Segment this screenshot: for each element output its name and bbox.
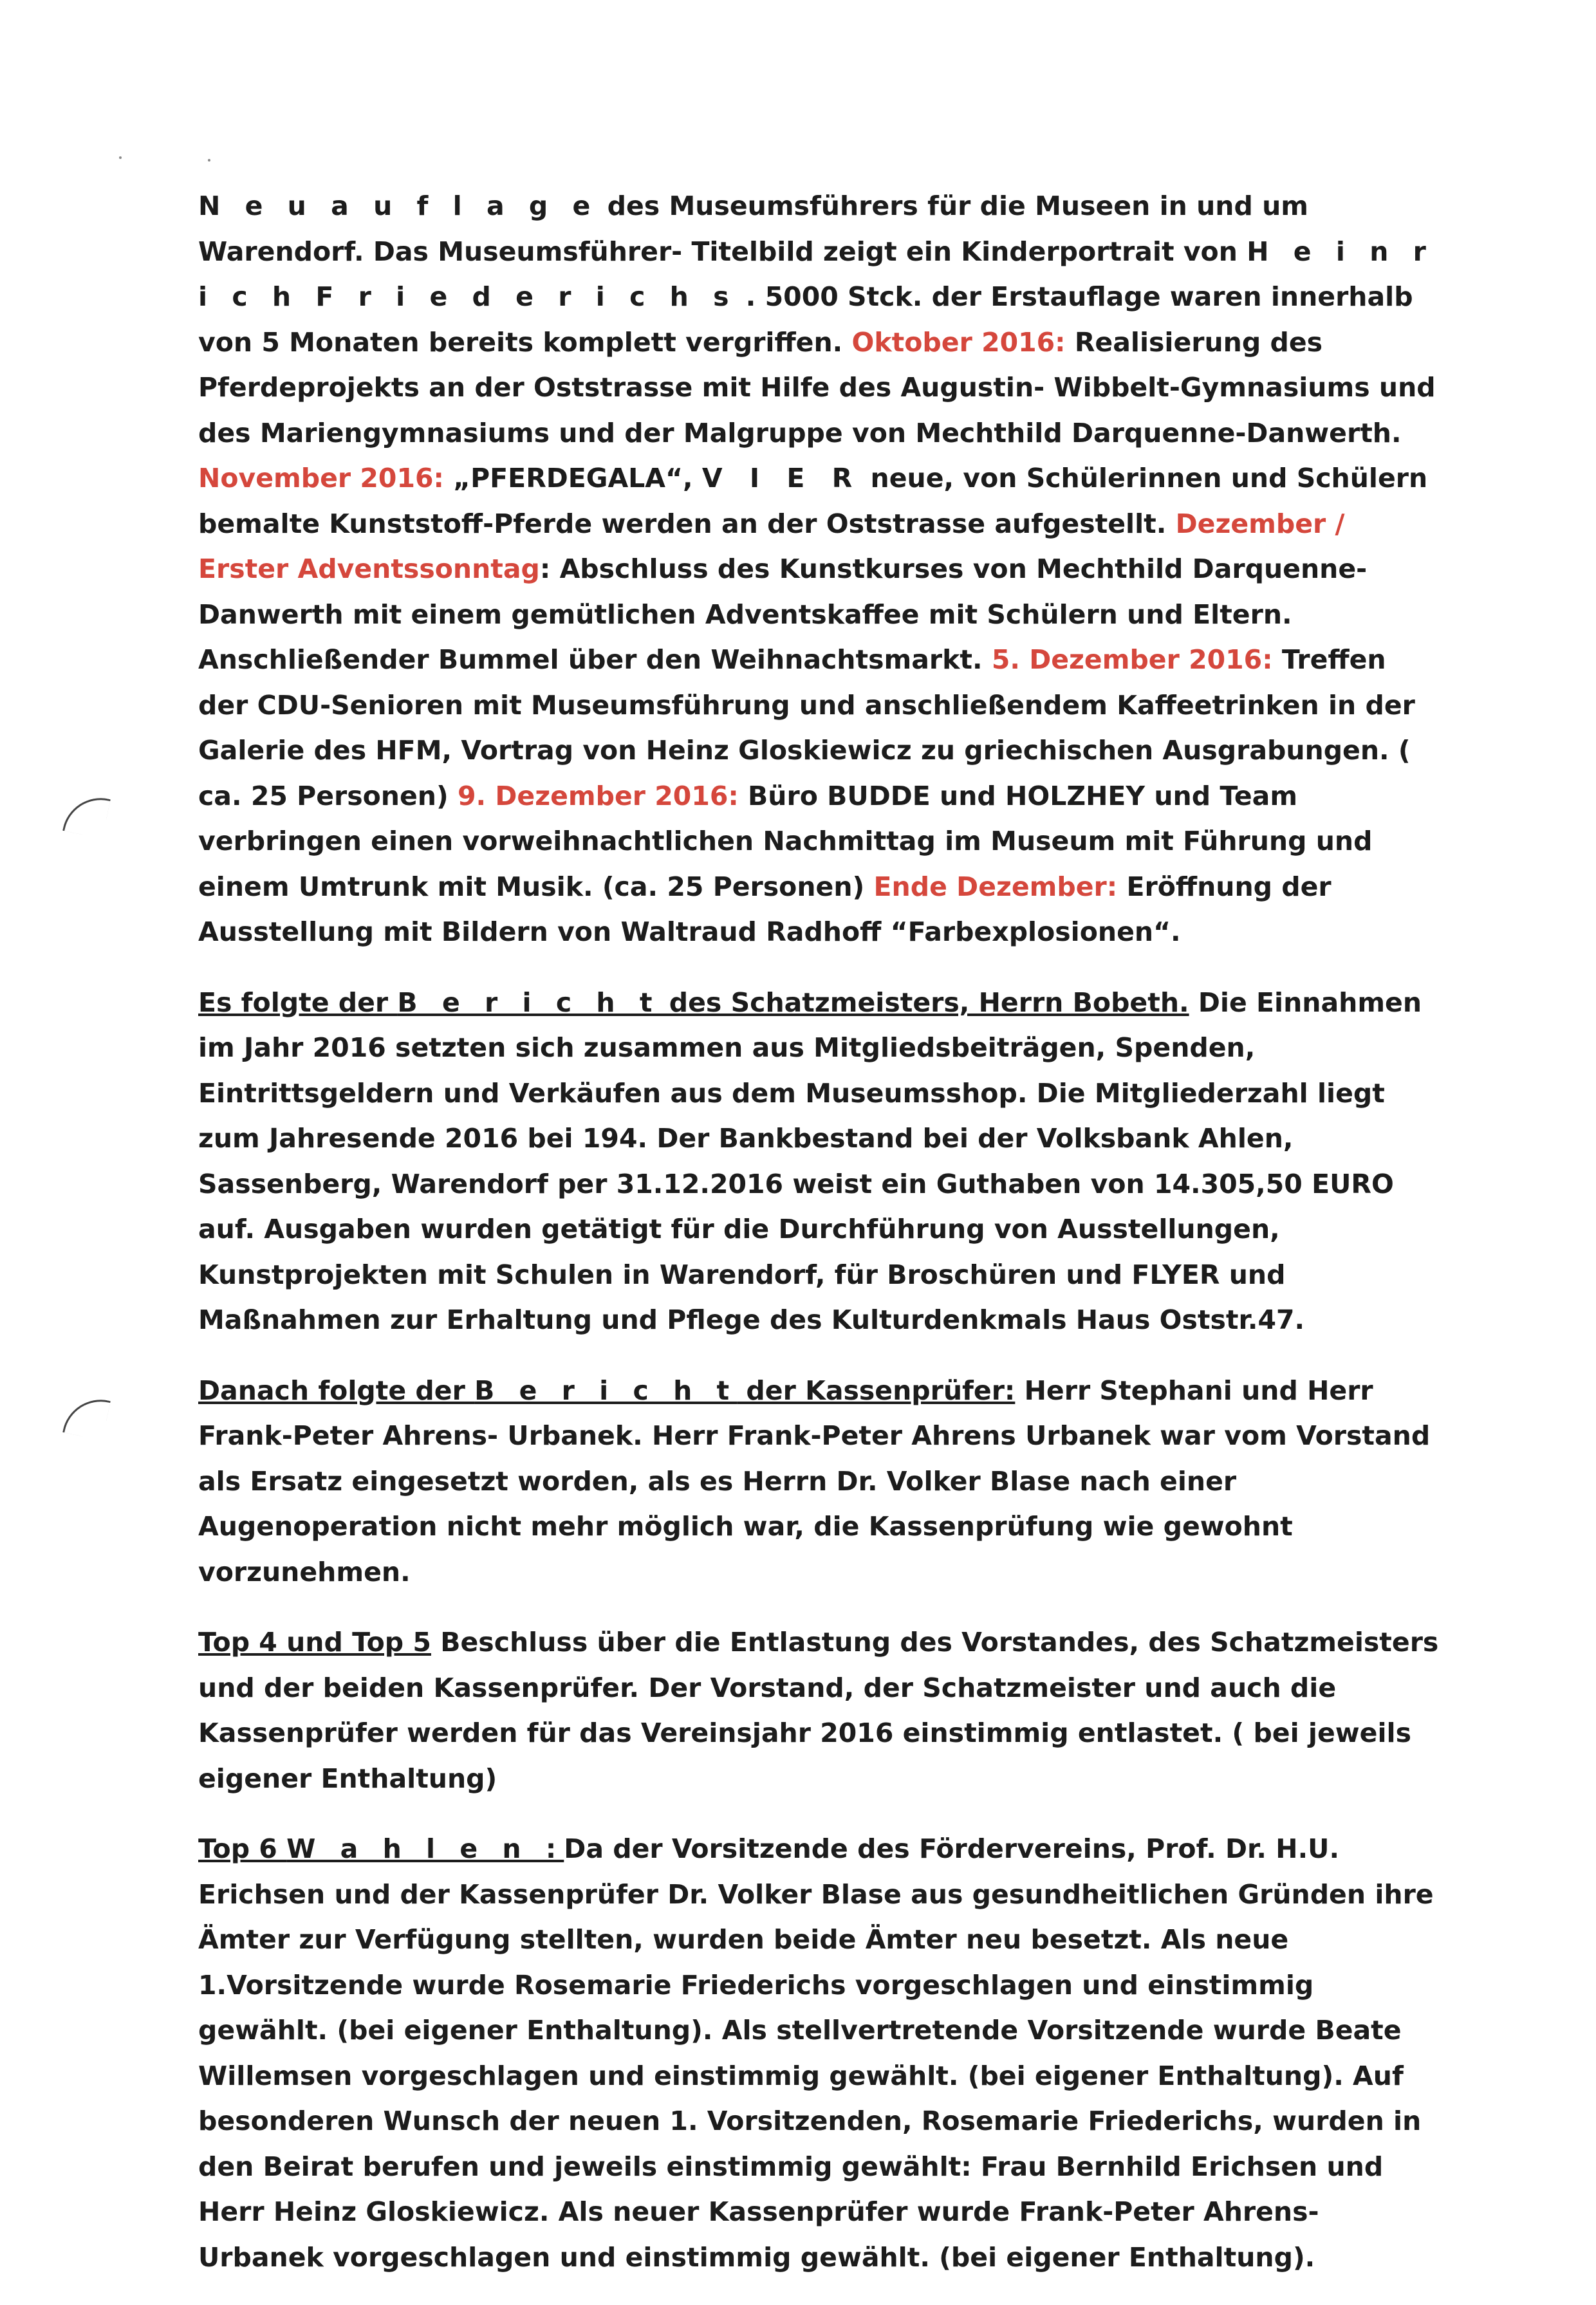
date-highlight: 9. Dezember 2016: [458,780,739,811]
text-span: Realisierung des Pferdeprojekts an der Oststrasse mit Hilfe des Augustin- Wibbelt-Gymnasiums und des Mariengymnasiums und der Malgruppe von Mechthild Darquenne-Danwerth. [198,326,1436,449]
paragraph-treasurer-report [198,980,1440,1343]
date-highlight: 5. Dezember 2016: [991,644,1273,675]
text-span: Top 6 [198,1833,287,1864]
date-highlight: Dezember / Erster Adventssonntag [198,508,1345,584]
date-highlight: November 2016: [198,463,444,494]
punch-hole-mark [62,1393,111,1441]
paragraph-top4-top5 [198,1620,1440,1801]
text-span: : Abschluss des Kunstkurses von Mechthild Darquenne-Danwerth mit einem gemütlichen Adventskaffee mit Schülern und Eltern. Anschließender Bummel über den Weihnachtsmarkt. [198,553,1368,675]
section-heading [198,1375,1015,1406]
text-span: des Museumsführers für die Museen in und um Warendorf. Das Museumsführer- Titelbild zeigt ein Kinderportrait von [198,190,1309,267]
text-span: Beschluss über die Entlastung des Vorstandes, des Schatzmeisters und der beiden Kassenprüfer. Der Vorstand, der Schatzmeister und auch die Kassenprüfer werden für das Vereinsjahr 2016 einstimmig entlastet. ( bei jeweils eigener Enthaltung) [198,1627,1439,1794]
text-span: des Schatzmeisters, Herrn Bobeth. [660,986,1189,1018]
section-heading [198,987,1189,1018]
text-span: Die Einnahmen im Jahr 2016 setzten sich zusammen aus Mitgliedsbeiträgen, Spenden, Eintrittsgeldern und Verkäufen aus dem Museumsshop. Die Mitgliederzahl liegt zum Jahresende 2016 bei 194. Der Bankbestand bei der Volksbank Ahlen, Sassenberg, Warendorf per 31.12.2016 weist ein Guthaben von 14.305,50 EURO auf. Ausgaben wurden getätigt für die Durchführung von Ausstellungen, Kunstprojekten mit Schulen in Warendorf, für Broschüren und FLYER und Maßnahmen zur Erhaltung und Pflege des Kulturdenkmals Haus Oststr.47. [198,986,1422,1335]
date-highlight: Oktober 2016: [851,326,1066,358]
text-span: Es folgte der [198,986,398,1018]
text-span: neue, von Schülerinnen und Schülern bemalte Kunststoff-Pferde werden an der Oststrasse aufgestellt. [198,463,1428,539]
text-span: Treffen der CDU-Senioren mit Museumsführung und anschließendem Kaffeetrinken in der Galerie des HFM, Vortrag von Heinz Gloskiewicz zu griechischen Ausgrabungen. ( ca. 25 Personen) [198,644,1415,811]
section-heading [198,1833,564,1864]
paragraph-activities [198,183,1440,955]
text-span: Herr Stephani und Herr Frank-Peter Ahrens- Urbanek. Herr Frank-Peter Ahrens Urbanek war vom Vorstand als Ersatz eingesetzt worden, als es Herrn Dr. Volker Blase nach einer Augenoperation nicht mehr möglich war, die Kassenprüfung wie gewohnt vorzunehmen. [198,1375,1431,1588]
text-span: der Kassenprüfer: [737,1375,1016,1406]
document-body [198,183,1440,2305]
date-highlight: Ende Dezember: [873,871,1118,902]
text-span: Eröffnung der Ausstellung mit Bildern von Waltraud Radhoff “Farbexplosionen“. [198,871,1332,947]
text-span: . 5000 Stck. der Erstauflage waren innerhalb von 5 Monaten bereits komplett vergriffen. [198,281,1413,358]
paragraph-auditor-report [198,1368,1440,1595]
text-span: H e i n r i c h F r i e d e r i c h s [198,236,1434,312]
text-span: N e u a u f l a g e [198,190,598,221]
text-span: Danach folgte der [198,1375,475,1406]
section-heading: Top 4 und Top 5 [198,1627,431,1658]
text-span: Da der Vorsitzende des Fördervereins, Prof. Dr. H.U. Erichsen und der Kassenprüfer Dr. Volker Blase aus gesundheitlichen Gründen ihre Ämter zur Verfügung stellten, wurden beide Ämter neu besetzt. Als neue 1.Vorsitzende wurde Rosemarie Friederichs vorgeschlagen und einstimmig gewählt. (bei eigener Enthaltung). Als stellvertretende Vorsitzende wurde Beate Willemsen vorgeschlagen und einstimmig gewählt. (bei eigener Enthaltung). Auf besonderen Wunsch der neuen 1. Vorsitzenden, Rosemarie Friederichs, wurden in den Beirat berufen und jeweils einstimmig gewählt: Frau Bernhild Erichsen und Herr Heinz Gloskiewicz. Als neuer Kassenprüfer wurde Frank-Peter Ahrens-Urbanek vorgeschlagen und einstimmig gewählt. (bei eigener Enthaltung). [198,1833,1434,2273]
text-span: B e r i c h t [397,986,660,1018]
text-span: B e r i c h t [474,1375,738,1406]
text-span: „PFERDEGALA“, [443,463,702,494]
text-span: Büro BUDDE und HOLZHEY und Team verbringen einen vorweihnachtlichen Nachmittag im Museum mit Führung und einem Umtrunk mit Musik. (ca. 25 Personen) [198,780,1373,902]
scan-speck [208,159,210,162]
text-span: W a h l e n : [286,1833,564,1864]
paragraph-top6-elections [198,1826,1440,2280]
scan-speck [119,156,122,159]
punch-hole-mark [62,791,111,839]
text-span: V I E R [701,463,862,494]
